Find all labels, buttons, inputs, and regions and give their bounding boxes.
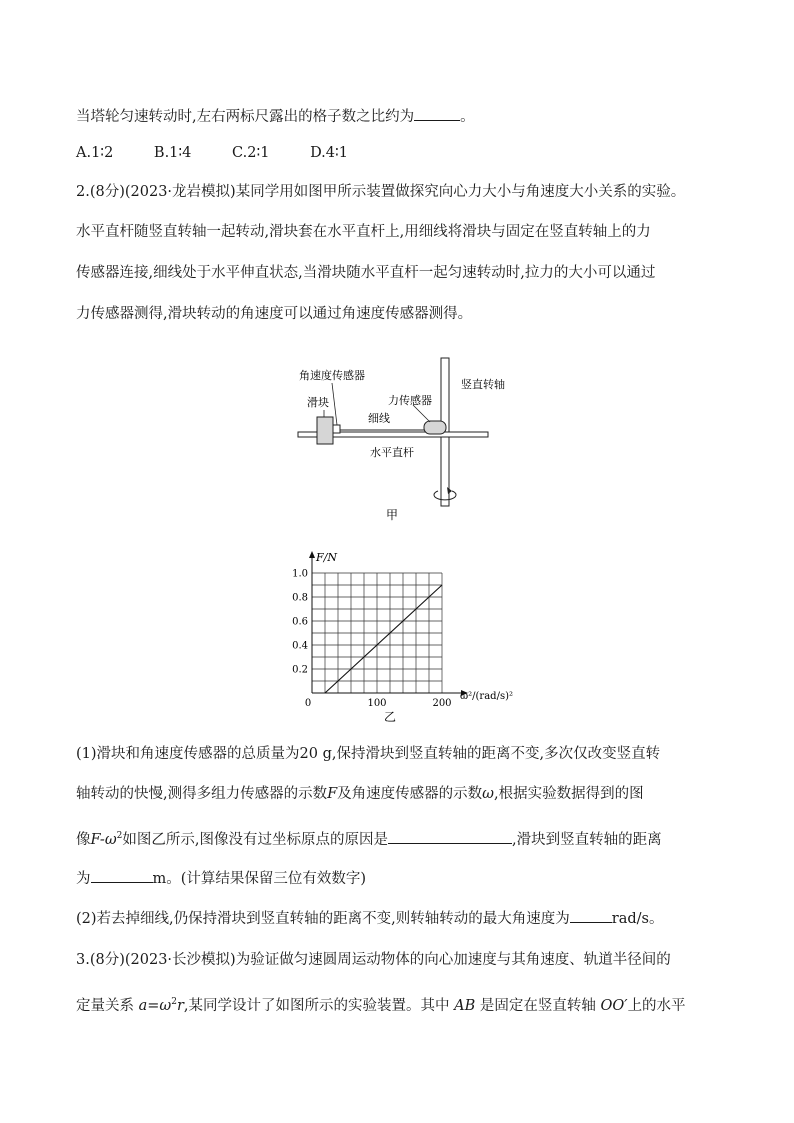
- q3-formula: a=ω: [138, 997, 172, 1014]
- q2-sub1-reason-blank[interactable]: [388, 829, 512, 844]
- q2-sub2-line: [76, 908, 663, 929]
- superscript-2: 2: [116, 831, 123, 841]
- label-force-sensor: 力传感器: [388, 394, 432, 407]
- y-axis-arrow: [309, 551, 315, 558]
- q2-stem-line-3: 传感器连接,细线处于水平伸直状态,当滑块随水平直杆一起匀速转动时,拉力的大小可以通过: [76, 265, 656, 281]
- label-string: 细线: [368, 412, 390, 425]
- q1-tail-line: [76, 106, 475, 127]
- option-a[interactable]: A.1∶2: [76, 145, 114, 161]
- q3-b-mid: ,某同学设计了如图所示的实验装置。其中: [183, 997, 450, 1014]
- q3-formula-r: r: [176, 997, 184, 1014]
- q2-stem-line-4: 力传感器测得,滑块转动的角速度可以通过角速度传感器测得。: [76, 306, 473, 322]
- q2-sub1-b-post: ,根据实验数据得到的图: [494, 786, 644, 802]
- symbol-F-graph: F: [90, 831, 100, 848]
- q2-sub1-c-post: ,滑块到竖直转轴的距离: [512, 831, 662, 848]
- label-angular-sensor: 角速度传感器: [299, 369, 365, 382]
- figure-yi-chart: [280, 545, 520, 725]
- label-horizontal-rod: 水平直杆: [370, 446, 414, 459]
- q3-b-mid2: 是固定在竖直转轴: [479, 997, 596, 1014]
- y-tick-label: 0.2: [292, 664, 308, 676]
- q2-sub1-c-mid: 如图乙所示,图像没有过坐标原点的原因是: [122, 831, 388, 848]
- figure-jia-apparatus: [290, 355, 510, 525]
- q2-sub1-distance-blank[interactable]: [91, 868, 153, 883]
- figure-jia-caption: 甲: [385, 508, 399, 522]
- q3-b-post: 上的水平: [627, 997, 686, 1014]
- q1-options: [76, 143, 384, 163]
- y-tick-label: 1.0: [292, 568, 308, 580]
- x-tick-label: 200: [432, 698, 452, 709]
- y-tick-label: 0.8: [292, 592, 308, 604]
- chart-grid: [312, 573, 442, 693]
- q2-sub1-line-d: [76, 868, 366, 889]
- option-c[interactable]: C.2∶1: [232, 145, 270, 161]
- q3-b-pre: 定量关系: [76, 997, 134, 1014]
- q2-sub1-line-c: [76, 826, 662, 850]
- q2-stem-line-2: 水平直杆随竖直转轴一起转动,滑块套在水平直杆上,用细线将滑块与固定在竖直转轴上的力: [76, 224, 651, 240]
- figure-yi-caption: 乙: [383, 710, 397, 724]
- symbol-F: F: [327, 786, 338, 802]
- q2-sub1-b-mid: 及角速度传感器的示数: [337, 786, 483, 802]
- series-line: [325, 585, 442, 693]
- option-d[interactable]: D.4∶1: [310, 145, 349, 161]
- label-vertical-shaft: 竖直转轴: [461, 378, 505, 391]
- q2-stem-line-1: 2.(8分)(2023·龙岩模拟)某同学用如图甲所示装置做探究向心力大小与角速度大小关系的实验。: [76, 184, 686, 200]
- y-tick-label: 0.4: [292, 640, 308, 652]
- q1-answer-blank[interactable]: [414, 106, 460, 121]
- chart-series: [325, 585, 442, 693]
- q3-line-a: 3.(8分)(2023·长沙模拟)为验证做匀速圆周运动物体的向心加速度与其角速度、轨道半径间的: [76, 952, 671, 968]
- x-tick-label: 0: [304, 698, 312, 709]
- symbol-OO: OO′: [600, 997, 628, 1014]
- q2-sub1-d-post: m。(计算结果保留三位有效数字): [152, 871, 367, 887]
- label-slider: 滑块: [307, 396, 329, 409]
- symbol-omega-graph: -ω: [99, 831, 117, 848]
- force-sensor: [424, 421, 446, 434]
- q3-formula-sup: 2: [171, 997, 177, 1007]
- y-tick-label: 0.6: [292, 616, 308, 628]
- symbol-omega: ω: [482, 786, 494, 802]
- q1-tail-text: 当塔轮匀速转动时,左右两标尺露出的格子数之比约为: [76, 109, 415, 125]
- q3-line-b: [76, 992, 686, 1016]
- chart-ylabel: F/N: [316, 551, 337, 564]
- q2-sub1-b-pre: 轴转动的快慢,测得多组力传感器的示数: [76, 786, 328, 802]
- q2-sub2-omega-blank[interactable]: [570, 908, 612, 923]
- angular-sensor-box: [333, 425, 340, 433]
- q2-sub1-line-b: [76, 784, 644, 804]
- symbol-AB: AB: [454, 997, 476, 1014]
- option-b[interactable]: B.1∶4: [153, 145, 192, 161]
- q2-sub2-post: rad/s。: [611, 911, 664, 927]
- q2-sub2-pre: (2)若去掉细线,仍保持滑块到竖直转轴的距离不变,则转轴转动的最大角速度为: [76, 911, 570, 927]
- q2-sub1-line-a: (1)滑块和角速度传感器的总质量为20 g,保持滑块到竖直转轴的距离不变,多次仅改变竖直转: [76, 746, 661, 762]
- chart-tick-labels: [292, 569, 451, 710]
- x-tick-label: 100: [367, 698, 387, 709]
- q2-sub1-d-pre: 为: [76, 871, 91, 887]
- q1-tail-end: 。: [460, 109, 475, 125]
- slider-block: [317, 417, 333, 444]
- q2-sub1-c-pre: 像: [76, 831, 91, 848]
- chart-xlabel: ω²/(rad/s)²: [460, 691, 513, 702]
